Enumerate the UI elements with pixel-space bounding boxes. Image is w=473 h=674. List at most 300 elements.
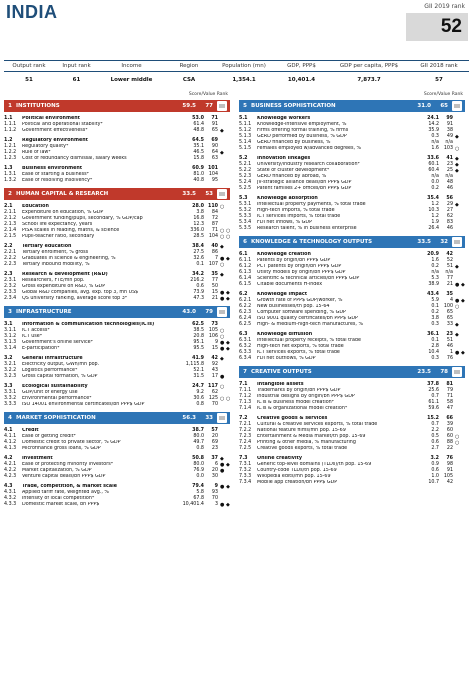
- indicator-code: 4.2.1: [4, 462, 17, 467]
- indicator-rank: 91: [446, 122, 453, 127]
- indicator-name: Tertiary inbound mobility, %: [22, 262, 90, 267]
- indicator-rank: 60: [446, 428, 453, 433]
- strength-weakness-marker: ● ◆: [455, 298, 465, 304]
- indicator-rank: 98: [446, 462, 453, 467]
- indicator-group: [4, 356, 230, 380]
- indicator-name: ISO 14001 environmental certificates/bn PPP$ GDP: [22, 402, 145, 407]
- indicator-rank: 46: [446, 344, 453, 349]
- indicator-code: 3.1: [4, 322, 13, 327]
- strength-weakness-marker: [453, 406, 465, 412]
- indicator-group: [239, 156, 465, 192]
- indicator-code: 1.3.1: [4, 172, 17, 177]
- indicator-score: 43.4: [427, 292, 439, 297]
- pillar-score: 33.5: [417, 239, 431, 245]
- indicator-code: 7.2.2: [239, 428, 252, 433]
- pillar-score: 56.3: [182, 415, 196, 421]
- summary-value: Lower middle: [110, 77, 153, 83]
- strength-weakness-marker: [218, 156, 230, 162]
- strength-weakness-marker: [453, 226, 465, 232]
- indicator-code: 6.2.3: [239, 310, 252, 315]
- indicator-code: 4.2.3: [4, 474, 17, 479]
- indicator-code: 1.1.2: [4, 128, 17, 133]
- strength-weakness-marker: ○ ○: [220, 396, 231, 402]
- indicator-code: 3.3.3: [4, 402, 17, 407]
- summary-header: GDP, PPP$: [287, 63, 316, 69]
- indicator-code: 7.1.2: [239, 394, 252, 399]
- indicator-code: 1.2.1: [4, 144, 17, 149]
- indicator-name: Mobile app creation/bn PPP$ GDP: [257, 480, 338, 485]
- indicator-code: 7.1.1: [239, 388, 252, 393]
- indicator-score: 64.5: [192, 138, 204, 143]
- indicator-name: JV-strategic alliance deals/bn PPP$ GDP: [257, 180, 352, 185]
- strength-weakness-marker: ◆: [455, 168, 459, 174]
- indicator-score: 0.2: [431, 186, 439, 191]
- indicator-score: 26.4: [428, 226, 439, 231]
- indicator-score: 15.2: [427, 416, 439, 421]
- summary-value: 57: [435, 77, 443, 83]
- strength-weakness-marker: ● ◆: [220, 340, 230, 346]
- indicator-name: Domestic credit to private sector, % GDP: [22, 440, 121, 445]
- indicator-rank: 48: [446, 180, 453, 185]
- indicator-score: 46.5: [193, 150, 204, 155]
- indicator-score: 0.0: [431, 180, 439, 185]
- indicator-code: 6.1.5: [239, 282, 252, 287]
- pillar-header: [239, 100, 465, 112]
- indicator-row: [239, 282, 465, 288]
- indicator-code: 3.2.2: [4, 368, 17, 373]
- indicator-name: Patent families 2+ offices/bn PPP$ GDP: [257, 186, 352, 191]
- indicator-rank: 25: [446, 168, 453, 173]
- indicator-rank: 92: [211, 362, 218, 367]
- indicator-name: Cost of redundancy dismissal, salary weeks: [22, 156, 127, 161]
- strength-weakness-marker: ○: [455, 146, 460, 152]
- pillar-number: 6: [243, 239, 247, 245]
- indicator-rank: 86: [211, 250, 218, 255]
- strength-weakness-marker: ◆: [220, 356, 224, 362]
- indicator-code: 1.2.2: [4, 150, 17, 155]
- indicator-name: Ecological sustainability: [22, 384, 88, 389]
- indicator-rank: 64: [211, 150, 218, 155]
- indicator-code: 6.1.4: [239, 276, 252, 281]
- pillar-icon: [452, 101, 462, 111]
- indicator-score: 38.4: [192, 244, 204, 249]
- indicator-rank: 15: [211, 346, 218, 351]
- indicator-score: 95.1: [193, 340, 204, 345]
- indicator-code: 7.2.4: [239, 440, 252, 445]
- pillar-name: INSTITUTIONS: [16, 103, 60, 109]
- strength-weakness-marker: ○: [220, 384, 225, 390]
- indicator-code: 5.2.4: [239, 180, 252, 185]
- pillar-rank: 32: [440, 239, 448, 245]
- indicator-score: 0.1: [196, 262, 204, 267]
- indicator-score: 3.2: [430, 456, 439, 461]
- indicator-row: [4, 128, 230, 134]
- pillar-header: [4, 306, 230, 318]
- indicator-rank: 65: [446, 310, 453, 315]
- indicator-rank: 71: [446, 394, 453, 399]
- indicator-rank: 43: [211, 368, 218, 373]
- strength-weakness-marker: ○ ○: [220, 228, 231, 234]
- indicator-code: 5.2.2: [239, 168, 252, 173]
- indicator-rank: 91: [446, 468, 453, 473]
- indicator-code: 3.1.2: [4, 334, 17, 339]
- indicator-rank: 35: [446, 292, 453, 297]
- indicator-name: Industrial designs by origin/bn PPP$ GDP: [257, 394, 355, 399]
- indicator-score: 60.4: [428, 168, 439, 173]
- indicator-row: [239, 356, 465, 362]
- indicator-score: 34.2: [192, 272, 204, 277]
- indicator-code: 6.3.3: [239, 350, 252, 355]
- strength-weakness-marker: ○: [455, 304, 460, 310]
- indicator-score: 0.3: [431, 356, 439, 361]
- indicator-code: 3.3: [4, 384, 13, 389]
- indicator-score: 1.0: [431, 474, 439, 479]
- pillar-score: 23.5: [417, 369, 431, 375]
- indicator-code: 3.3.2: [4, 396, 17, 401]
- pillar-icon: [217, 307, 227, 317]
- indicator-name: Ease of protecting minority investors*: [22, 462, 114, 467]
- indicator-code: 6.3: [239, 332, 248, 337]
- indicator-score: 48.8: [193, 128, 204, 133]
- indicator-code: 1.1.1: [4, 122, 17, 127]
- indicator-code: 4.1: [4, 428, 13, 433]
- indicator-score: 61.4: [193, 122, 204, 127]
- indicator-name: Business environment: [22, 166, 83, 171]
- indicator-rank: 23: [211, 446, 218, 451]
- strength-weakness-marker: ○: [220, 328, 225, 334]
- indicator-score: 1,115.8: [185, 362, 204, 367]
- indicator-score: 0.2: [431, 264, 439, 269]
- strength-weakness-marker: [218, 402, 230, 408]
- indicator-name: Intellectual property payments, % total trade: [257, 202, 366, 207]
- indicator-name: High- & medium-high-tech manufactures, %: [257, 322, 364, 327]
- indicator-name: Intangible assets: [257, 382, 304, 387]
- indicator-code: 6.1.1: [239, 258, 252, 263]
- indicator-name: Investment: [22, 456, 53, 461]
- indicator-group: [4, 428, 230, 452]
- indicator-rank: 51: [446, 338, 453, 343]
- indicator-code: 4.1.2: [4, 440, 17, 445]
- strength-weakness-marker: ● ◆: [455, 282, 465, 288]
- indicator-code: 7.2.3: [239, 434, 252, 439]
- gii-rank-value: 52: [406, 13, 468, 41]
- indicator-code: 4.3.1: [4, 490, 17, 495]
- indicator-name: Environmental performance*: [22, 396, 92, 401]
- indicator-score: 36.1: [427, 332, 439, 337]
- score-rank-header: Score/Value Rank: [423, 92, 463, 97]
- left-column: [4, 92, 230, 508]
- indicator-code: 6.2.1: [239, 298, 252, 303]
- indicator-rank: 49: [446, 134, 453, 139]
- indicator-code: 7.3.1: [239, 462, 252, 467]
- indicator-score: 35.4: [427, 196, 439, 201]
- indicator-rank: 73: [211, 322, 218, 327]
- indicator-code: 6.3.2: [239, 344, 252, 349]
- indicator-row: [4, 178, 230, 184]
- summary-value-row: [4, 75, 469, 85]
- indicator-score: 14.2: [428, 122, 439, 127]
- indicator-name: GERD financed by abroad, %: [257, 174, 327, 179]
- indicator-code: 5.3.3: [239, 214, 252, 219]
- indicator-rank: 87: [211, 222, 218, 227]
- indicator-score: 81.0: [193, 172, 204, 177]
- indicator-name: FDI net inflows, % GDP: [257, 220, 312, 225]
- indicator-name: High-tech net exports, % total trade: [257, 344, 344, 349]
- summary-header: Population (mn): [222, 63, 266, 69]
- indicator-name: ISO 9001 quality certificates/bn PPP$ GDP: [257, 316, 358, 321]
- indicator-name: Tertiary enrolment, % gross: [22, 250, 89, 255]
- strength-weakness-marker: ● ◆: [220, 484, 230, 490]
- indicator-name: National feature films/mn pop. 15-69: [257, 428, 346, 433]
- indicator-score: 0.7: [431, 394, 439, 399]
- indicator-group: [4, 244, 230, 268]
- summary-header-row: [4, 60, 469, 72]
- indicator-name: Knowledge workers: [257, 116, 311, 121]
- indicator-score: 1.6: [431, 146, 439, 151]
- indicator-name: Tertiary education: [22, 244, 72, 249]
- indicator-score: 35.1: [193, 144, 204, 149]
- score-rank-header: Score/Value Rank: [188, 92, 228, 97]
- indicator-code: 3.2.3: [4, 374, 17, 379]
- indicator-score: 76.9: [193, 468, 204, 473]
- indicator-score: 47.3: [193, 296, 204, 301]
- strength-weakness-marker: ● ◆: [220, 462, 230, 468]
- indicator-rank: 37: [211, 456, 218, 461]
- indicator-group: [4, 322, 230, 352]
- indicator-name: Trade, competition, & market scale: [22, 484, 117, 489]
- indicator-rank: 105: [208, 328, 218, 333]
- indicator-name: ICTs & organizational model creation*: [257, 406, 348, 411]
- indicator-code: 2.3.4: [4, 296, 17, 301]
- indicator-group: [239, 292, 465, 328]
- indicator-code: 5.1.3: [239, 134, 252, 139]
- indicator-rank: 57: [211, 428, 218, 433]
- pillar-number: 1: [8, 103, 12, 109]
- pillar-name: MARKET SOPHISTICATION: [16, 415, 96, 421]
- indicator-name: General infrastructure: [22, 356, 83, 361]
- summary-header: Input rank: [62, 63, 91, 69]
- indicator-rank: 104: [208, 234, 218, 239]
- indicator-rank: 103: [443, 146, 453, 151]
- indicator-group: [239, 252, 465, 288]
- indicator-score: 0.3: [431, 322, 439, 327]
- summary-value: 1,354.1: [232, 77, 256, 83]
- indicator-score: 67.8: [193, 496, 204, 501]
- indicator-row: [4, 474, 230, 480]
- strength-weakness-marker: ● ◆: [220, 296, 230, 302]
- indicator-name: Country-code TLDs/th pop. 15-69: [257, 468, 337, 473]
- strength-weakness-marker: ● ◆: [220, 256, 230, 262]
- indicator-score: 3.8: [196, 210, 204, 215]
- indicator-name: Ease of resolving insolvency*: [22, 178, 93, 183]
- indicator-name: Intensity of local competition*: [22, 496, 95, 501]
- indicator-score: 38.5: [193, 328, 204, 333]
- indicator-name: Global R&D companies, avg. exp. top 3, mn US$: [22, 290, 139, 295]
- indicator-score: n/a: [431, 270, 439, 275]
- indicator-rank: 42: [211, 356, 218, 361]
- indicator-code: 2.2.2: [4, 256, 17, 261]
- indicator-rank: 71: [211, 116, 218, 121]
- indicator-code: 5.2.1: [239, 162, 252, 167]
- indicator-code: 2.3: [4, 272, 13, 277]
- indicator-code: 6.2.4: [239, 316, 252, 321]
- indicator-score: 41.9: [192, 356, 204, 361]
- indicator-rank: 79: [446, 388, 453, 393]
- indicator-code: 2.2.1: [4, 250, 17, 255]
- indicator-rank: 38: [446, 128, 453, 133]
- strength-weakness-marker: ◆: [220, 456, 224, 462]
- indicator-score: 50.8: [192, 456, 204, 461]
- pillar-header: [239, 236, 465, 248]
- indicator-rank: 107: [208, 262, 218, 267]
- indicator-name: Expenditure on education, % GDP: [22, 210, 104, 215]
- indicator-score: n/a: [431, 174, 439, 179]
- indicator-score: 0.1: [431, 304, 439, 309]
- indicator-name: Patents by origin/bn PPP$ GDP: [257, 258, 331, 263]
- indicator-rank: 46: [446, 186, 453, 191]
- indicator-name: Knowledge-intensive employment, %: [257, 122, 347, 127]
- indicator-code: 5.2: [239, 156, 248, 161]
- indicator-rank: 70: [211, 496, 218, 501]
- indicator-name: Political environment: [22, 116, 80, 121]
- indicator-score: 37.8: [427, 382, 439, 387]
- indicator-score: 0.6: [196, 284, 204, 289]
- indicator-code: 6.2.5: [239, 322, 252, 327]
- indicator-rank: 62: [446, 214, 453, 219]
- strength-weakness-marker: ◆: [455, 162, 459, 168]
- indicator-code: 4.1.1: [4, 434, 17, 439]
- indicator-code: 6.2.2: [239, 304, 252, 309]
- indicator-rank: 47: [446, 406, 453, 411]
- indicator-name: Growth rate of PPP$ GDP/worker, %: [257, 298, 343, 303]
- indicator-rank: 51: [446, 264, 453, 269]
- indicator-name: ICT services imports, % total trade: [257, 214, 341, 219]
- indicator-group: [4, 116, 230, 134]
- indicator-score: 52.1: [193, 368, 204, 373]
- summary-header: Income: [121, 63, 142, 69]
- strength-weakness-marker: ● ◆: [220, 346, 230, 352]
- indicator-code: 5.3.4: [239, 220, 252, 225]
- indicator-name: Knowledge absorption: [257, 196, 318, 201]
- indicator-code: 5.3.2: [239, 208, 252, 213]
- indicator-rank: 106: [208, 334, 218, 339]
- indicator-rank: n/a: [445, 270, 453, 275]
- strength-weakness-marker: [218, 474, 230, 480]
- strength-weakness-marker: ◆: [220, 128, 224, 134]
- indicator-rank: 93: [211, 490, 218, 495]
- indicator-name: Creative goods & services: [257, 416, 328, 421]
- indicator-code: 2.1: [4, 204, 13, 209]
- indicator-name: QS university ranking, average score top 3*: [22, 296, 128, 301]
- indicator-name: Ease of getting credit*: [22, 434, 76, 439]
- indicator-code: 1.3: [4, 166, 13, 171]
- pillar-number: 3: [8, 309, 12, 315]
- indicator-score: 49.7: [193, 440, 204, 445]
- indicator-rank: 39: [446, 422, 453, 427]
- indicator-rank: 77: [211, 278, 218, 283]
- indicator-name: Education: [22, 204, 49, 209]
- indicator-code: 5.1.1: [239, 122, 252, 127]
- indicator-name: Graduates in science & engineering, %: [22, 256, 116, 261]
- indicator-code: 3.2: [4, 356, 13, 361]
- indicator-name: Research & development (R&D): [22, 272, 108, 277]
- indicator-rank: 84: [211, 210, 218, 215]
- indicator-score: 59.6: [428, 406, 439, 411]
- indicator-code: 7.3.4: [239, 480, 252, 485]
- indicator-rank: 95: [211, 178, 218, 183]
- indicator-score: 12.3: [193, 222, 204, 227]
- indicator-rank: 76: [446, 356, 453, 361]
- indicator-rank: 41: [446, 156, 453, 161]
- strength-weakness-marker: ● ◆: [455, 350, 465, 356]
- strength-weakness-marker: ● ◆: [220, 290, 230, 296]
- indicator-score: 38.7: [192, 428, 204, 433]
- indicator-rank: 7: [214, 256, 218, 261]
- indicator-row: [239, 146, 465, 152]
- indicator-score: 2.2: [431, 428, 439, 433]
- indicator-code: 7.2.5: [239, 446, 252, 451]
- indicator-rank: 90: [211, 144, 218, 149]
- indicator-group: [4, 484, 230, 508]
- strength-weakness-marker: ◆: [455, 202, 459, 208]
- indicator-name: Wikipedia edits/mn pop. 15-69: [257, 474, 331, 479]
- strength-weakness-marker: ◆: [455, 156, 459, 162]
- indicator-rank: 4: [449, 298, 453, 303]
- indicator-rank: 100: [443, 304, 453, 309]
- indicator-code: 7.3: [239, 456, 248, 461]
- indicator-name: High-tech imports, % total trade: [257, 208, 335, 213]
- indicator-name: GERD financed by business, %: [257, 140, 331, 145]
- pillar-rank: 78: [440, 369, 448, 375]
- indicator-score: 33.6: [427, 156, 439, 161]
- indicator-name: Scientific & technical articles/bn PPP$ GDP: [257, 276, 360, 281]
- indicator-name: Venture capital deals/bn PPP$ GDP: [22, 474, 106, 479]
- indicator-code: 5.3: [239, 196, 248, 201]
- indicator-rank: 65: [211, 128, 218, 133]
- strength-weakness-marker: ○ ○: [220, 234, 231, 240]
- indicator-score: 2.8: [431, 344, 439, 349]
- indicator-rank: 40: [211, 244, 218, 249]
- indicator-score: 0.6: [431, 468, 439, 473]
- indicator-rank: 65: [446, 316, 453, 321]
- indicator-name: Applied tariff rate, weighted avg., %: [22, 490, 109, 495]
- pillar-score: 31.0: [417, 103, 431, 109]
- indicator-code: 6.1.2: [239, 264, 252, 269]
- indicator-row: [4, 234, 230, 240]
- pillar-rank: 65: [440, 103, 448, 109]
- indicator-score: 95.5: [193, 346, 204, 351]
- indicator-name: Utility models by origin/bn PPP$ GDP: [257, 270, 346, 275]
- indicator-name: Government funding/pupil, secondary, % GDP/cap: [22, 216, 143, 221]
- indicator-score: 16.8: [193, 216, 204, 221]
- indicator-group: [239, 196, 465, 232]
- indicator-code: 3.1.1: [4, 328, 17, 333]
- summary-value: 51: [25, 77, 33, 83]
- indicator-rank: 76: [446, 456, 453, 461]
- indicator-rank: 23: [446, 162, 453, 167]
- pillar-icon: [217, 189, 227, 199]
- indicator-name: Computer software spending, % GDP: [257, 310, 346, 315]
- strength-weakness-marker: ◆: [220, 244, 224, 250]
- indicator-name: Domestic market scale, bn PPP$: [22, 502, 100, 507]
- pillar-score: 43.0: [182, 309, 196, 315]
- indicator-rank: n/a: [445, 174, 453, 179]
- indicator-rank: 60: [446, 434, 453, 439]
- indicator-score: 80.0: [193, 434, 204, 439]
- indicator-rank: 3: [214, 502, 218, 507]
- indicator-rank: 69: [211, 138, 218, 143]
- indicator-score: 28.0: [192, 204, 204, 209]
